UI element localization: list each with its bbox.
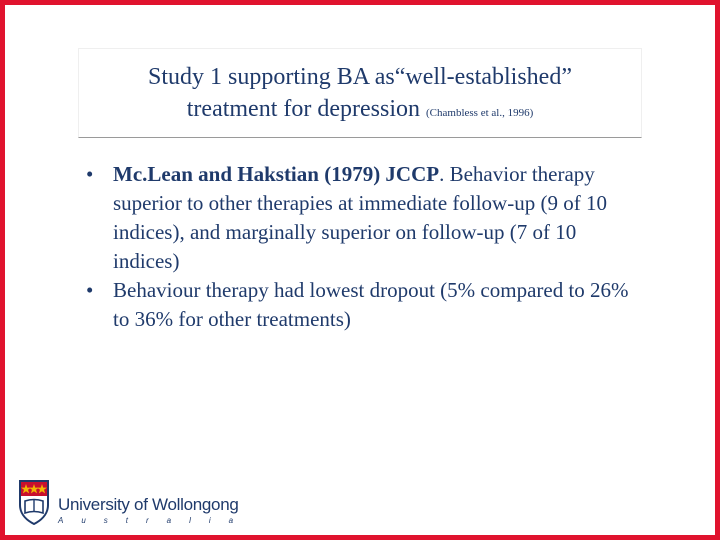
bullet-marker: • bbox=[86, 162, 94, 186]
university-country: Australia bbox=[58, 516, 252, 525]
bullet-list bbox=[86, 160, 646, 334]
slide-title-line-2 bbox=[79, 93, 641, 129]
slide-title-line-2-text: treatment for depression bbox=[186, 96, 420, 122]
slide-title-line-1: Study 1 supporting BA as“well-established” bbox=[148, 64, 572, 90]
bullet-item-2 bbox=[86, 276, 646, 334]
university-crest-icon bbox=[18, 479, 50, 525]
bullet-1-bold-reference: Mc.Lean and Hakstian (1979) JCCP bbox=[113, 162, 440, 186]
slide-title-box bbox=[78, 48, 642, 138]
title-citation: (Chambless et al., 1996) bbox=[426, 107, 534, 119]
bullet-marker: • bbox=[86, 278, 94, 302]
university-name: University of Wollongong bbox=[58, 495, 239, 514]
bullet-item-1 bbox=[86, 160, 646, 276]
university-logo bbox=[18, 479, 252, 529]
bullet-1-text: . Behavior therapy superior to other therapies at immediate follow-up (9 of 10 indices), and marginally superior on follow-up (7 of 10 indices) bbox=[113, 162, 607, 273]
bullet-2-text: Behaviour therapy had lowest dropout (5% compared to 26% to 36% for other treatments) bbox=[113, 278, 629, 331]
